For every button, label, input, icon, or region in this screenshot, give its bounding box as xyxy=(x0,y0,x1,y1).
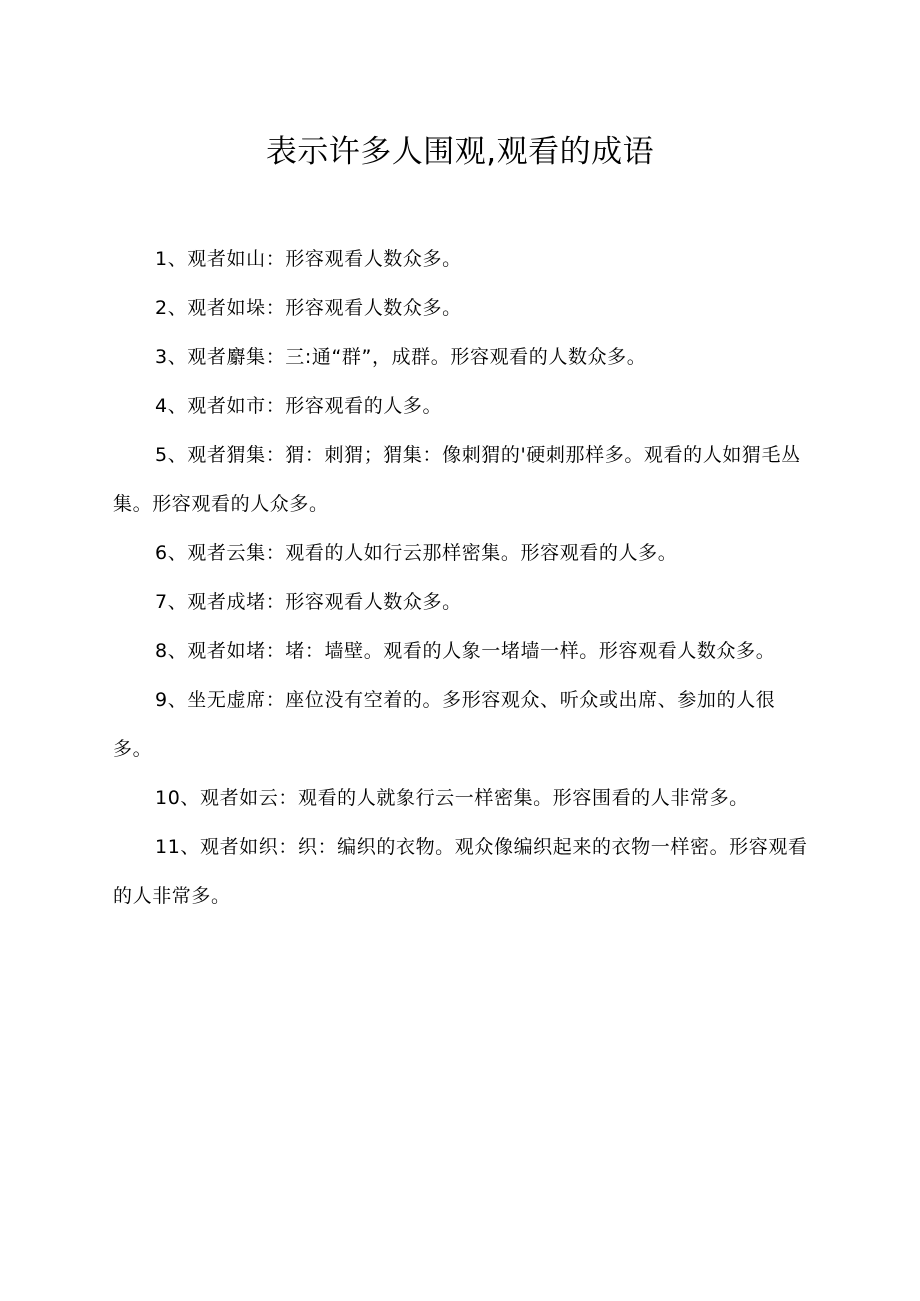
idiom-entry-8: 8、观者如堵：堵：墙壁。观看的人象一堵墙一样。形容观看人数众多。 xyxy=(155,640,776,662)
idiom-entry-5: 5、观者猬集：猬：刺猬；猬集：像刺猬的'硬刺那样多。观看的人如猬毛丛集。形容观看的人众多。 xyxy=(113,444,801,515)
idiom-entry-3: 3、观者麝集：三:通“群”，成群。形容观看的人数众多。 xyxy=(155,346,647,368)
idiom-entry-7: 7、观者成堵：形容观看人数众多。 xyxy=(155,591,462,613)
idiom-entry-9: 9、坐无虚席：座位没有空着的。多形容观众、听众或出席、参加的人很多。 xyxy=(113,689,776,760)
idiom-entry-6: 6、观者云集：观看的人如行云那样密集。形容观看的人多。 xyxy=(155,542,678,564)
idiom-list xyxy=(113,235,813,921)
idiom-entry-10: 10、观者如云：观看的人就象行云一样密集。形容围看的人非常多。 xyxy=(155,787,749,809)
idiom-entry-1: 1、观者如山：形容观看人数众多。 xyxy=(155,248,462,270)
page-title: 表示许多人围观,观看的成语 xyxy=(265,134,655,170)
idiom-entry-4: 4、观者如市：形容观看的人多。 xyxy=(155,395,443,417)
idiom-entry-11: 11、观者如织：织：编织的衣物。观众像编织起来的衣物一样密。形容观看的人非常多。 xyxy=(113,836,808,907)
idiom-entry-2: 2、观者如垛：形容观看人数众多。 xyxy=(155,297,462,319)
